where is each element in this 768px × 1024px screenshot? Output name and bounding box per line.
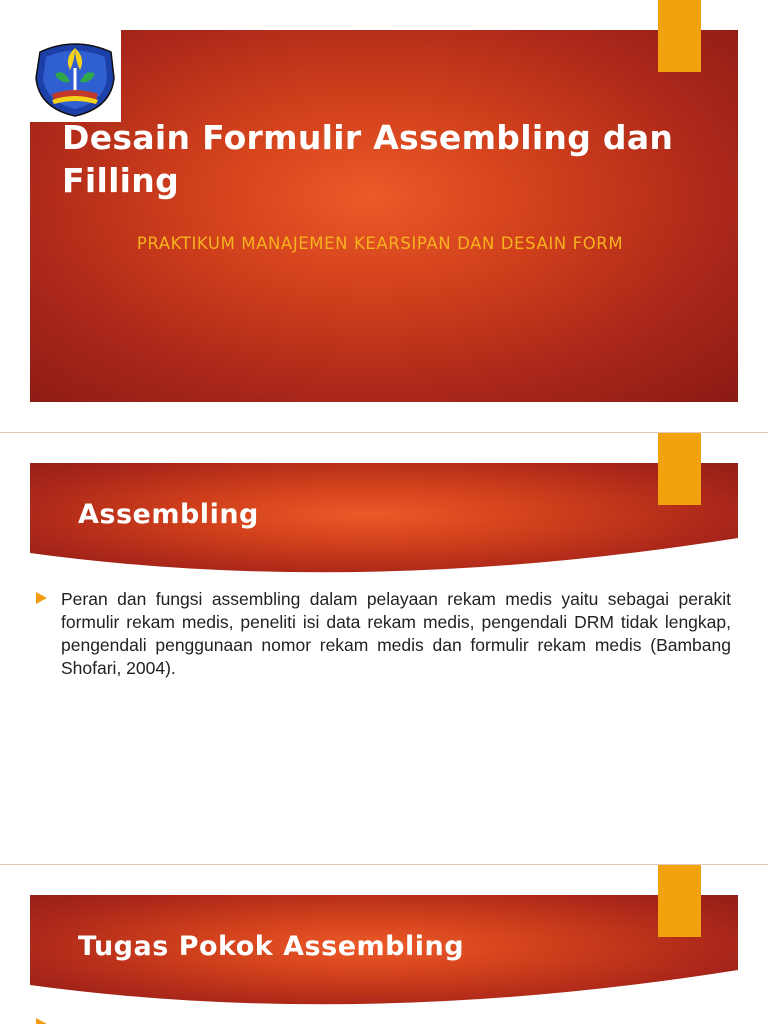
section-title: Assembling — [78, 499, 259, 530]
university-logo — [30, 30, 121, 122]
slide-title: Desain Formulir Assembling dan Filling — [62, 118, 674, 200]
shield-logo-icon — [30, 30, 121, 122]
title-banner — [30, 30, 738, 402]
bullet-arrow-icon — [36, 592, 47, 604]
banner-wave-shape — [30, 528, 738, 583]
banner-wave-shape — [30, 960, 738, 1015]
bullet-arrow-icon — [36, 1018, 47, 1024]
accent-tab — [658, 0, 701, 72]
bullet-text: Peran dan fungsi assembling dalam pelayaan rekam medis yaitu sebagai perakit formulir rekam medis, peneliti isi data rekam medis, pengendali DRM tidak lengkap, pengendali penggunaan nomor rekam medis dan formulir rekam medis (Bambang Shofari, 2004). — [61, 589, 731, 678]
accent-tab — [658, 865, 701, 937]
slide-3 — [0, 865, 768, 1024]
slide-2 — [0, 433, 768, 864]
accent-tab — [658, 433, 701, 505]
slide-1 — [0, 0, 768, 432]
section-title: Tugas Pokok Assembling — [78, 931, 465, 962]
slide-subtitle: PRAKTIKUM MANAJEMEN KEARSIPAN DAN DESAIN FORM — [136, 234, 624, 253]
